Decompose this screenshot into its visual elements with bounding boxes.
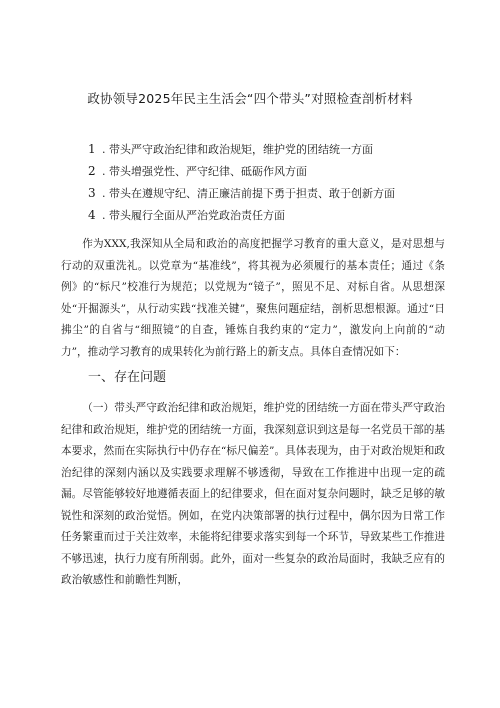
toc-item-number: 4 bbox=[88, 208, 96, 222]
toc-list bbox=[88, 138, 468, 226]
toc-item bbox=[88, 160, 468, 182]
page-title: 政协领导2025年民主生活会“四个带头”对照检查剖析材料 bbox=[87, 91, 413, 106]
section-heading: 一、存在问题 bbox=[88, 370, 167, 385]
toc-item-number: 3 bbox=[88, 186, 96, 200]
intro-paragraph: 作为XXX,我深知从全局和政治的高度把握学习教育的重大意义，是对思想与行动的双重洗礼。以党章为“基准线”，将其视为必须履行的基本责任；通过《条例》的“标尺”校准行为规范；以党规为“镜子”，照见不足、对标自省。从思想深处“开掘源头”，从行动实践“找准关键”，聚焦问题症结，剖析思想根源。通过“日拂尘”的自省与“细照镜”的自查，锤炼自我约束的“定力”，激发向上向前的“动力”，推动学习教育的成果转化为前行路上的新支点。具体自查情况如下： bbox=[61, 238, 445, 358]
section-paragraph: （一）带头严守政治纪律和政治规矩，维护党的团结统一方面在带头严守政治纪律和政治规矩，维护党的团结统一方面，我深刻意识到这是每一名党员干部的基本要求，然而在实际执行中仍存在“标尺偏差”。具体表现为，由于对政治规矩和政治纪律的深刻内涵以及实践要求理解不够透彻，导致在工作推进中出现一定的疏漏。尽管能够较好地遵循表面上的纪律要求，但在面对复杂问题时，缺乏足够的敏锐性和深刻的政治觉悟。例如，在党内决策部署的执行过程中，偶尔因为日常工作任务繁重而过于关注效率，未能将纪律要求落实到每一个环节，导致某些工作推进不够迅速，执行力度有所削弱。此外，面对一些复杂的政治局面时，我缺乏应有的政治敏感性和前瞻性判断， bbox=[61, 402, 445, 586]
toc-item-text: . 带头严守政治纪律和政治规矩，维护党的团结统一方面 bbox=[102, 143, 373, 156]
toc-item-text: . 带头履行全面从严治党政治责任方面 bbox=[102, 209, 285, 222]
toc-item-number: 2 bbox=[88, 164, 96, 178]
toc-item-number: 1 bbox=[88, 142, 96, 156]
toc-item-text: . 带头在遵规守纪、清正廉洁前提下勇于担责、敢于创新方面 bbox=[102, 187, 395, 200]
toc-item bbox=[88, 182, 468, 204]
toc-item bbox=[88, 138, 468, 160]
toc-item-text: . 带头增强党性、严守纪律、砥砺作风方面 bbox=[102, 165, 307, 178]
toc-item bbox=[88, 204, 468, 226]
